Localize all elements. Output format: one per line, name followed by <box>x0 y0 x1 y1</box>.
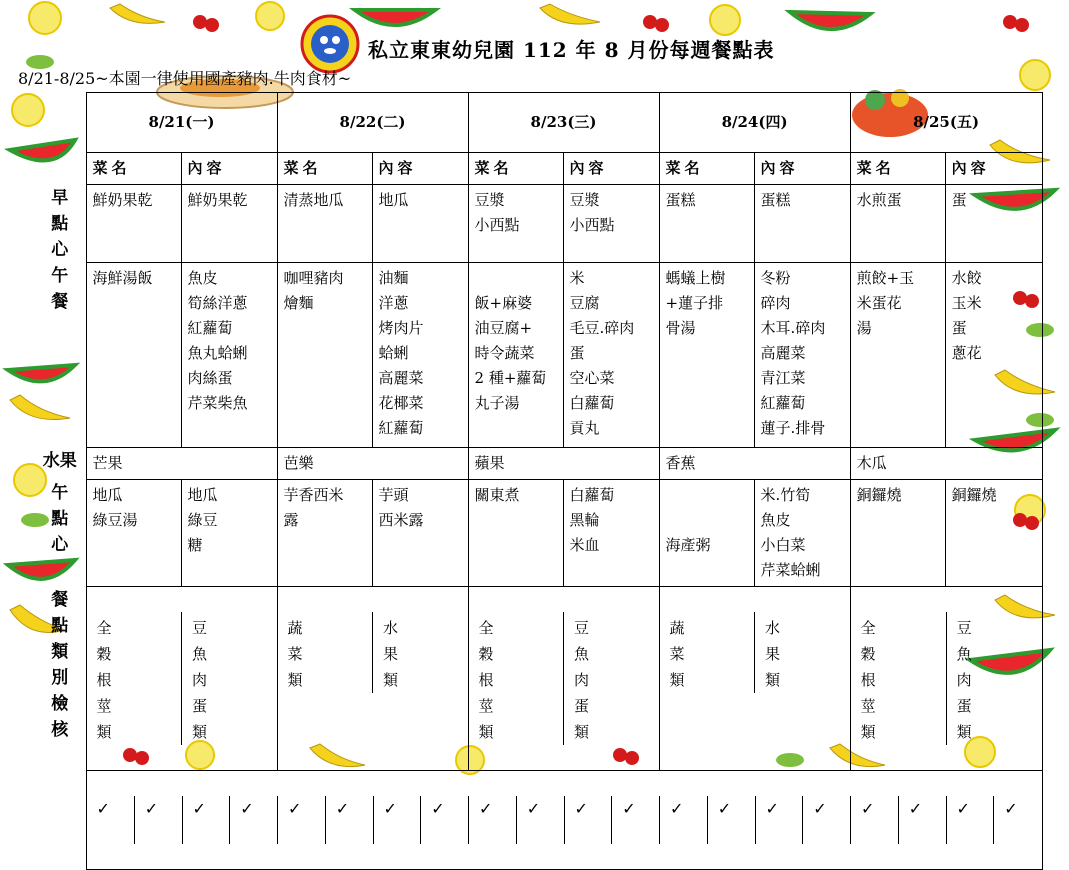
dish-column-header: 菜名 <box>277 153 372 185</box>
menu-cell: 水餃 玉米 蛋 蔥花 <box>945 263 1042 448</box>
fruit-cell: 芒果 <box>86 448 277 480</box>
content-column-header: 內容 <box>181 153 277 185</box>
lemon-slice-icon <box>29 2 61 34</box>
cherry-icon <box>643 15 669 32</box>
check-mark-row <box>34 771 1042 870</box>
menu-cell: 地瓜 綠豆湯 <box>86 480 181 587</box>
dish-column-header: 菜名 <box>86 153 181 185</box>
check-mark: ✓ <box>469 796 517 844</box>
check-mark: ✓ <box>373 796 421 844</box>
category-label: 水 果 類 <box>383 619 399 689</box>
content-column-header: 內容 <box>754 153 850 185</box>
lemon-slice-icon <box>710 5 740 35</box>
menu-cell: 銅鑼燒 <box>945 480 1042 587</box>
page-subtitle: 8/21-8/25~本園一律使用國產豬肉.牛肉食材~ <box>18 69 352 88</box>
day-header: 8/23(三) <box>468 93 659 153</box>
menu-cell: 油麵 洋蔥 烤肉片 蛤蜊 高麗菜 花椰菜 紅蘿蔔 <box>372 263 468 448</box>
menu-cell: 鮮奶果乾 <box>181 185 277 263</box>
fruit-cell: 蘋果 <box>468 448 659 480</box>
fruit-cell: 芭樂 <box>277 448 468 480</box>
check-mark: ✓ <box>182 796 230 844</box>
check-mark: ✓ <box>516 796 564 844</box>
banana-icon <box>540 4 600 24</box>
menu-cell: 咖哩豬肉 燴麵 <box>277 263 372 448</box>
dish-column-header: 菜名 <box>659 153 754 185</box>
menu-cell: 米 豆腐 毛豆.碎肉 蛋 空心菜 白蘿蔔 貢丸 <box>563 263 659 448</box>
lunch-row <box>34 263 1042 448</box>
lunch-row-label: 午 餐 <box>51 265 69 312</box>
menu-cell: 清蒸地瓜 <box>277 185 372 263</box>
fruit-cell: 香蕉 <box>659 448 850 480</box>
menu-cell: 螞蟻上樹 +蓮子排 骨湯 <box>659 263 754 448</box>
afternoon-snack-row <box>34 480 1042 587</box>
menu-cell: 米.竹筍 魚皮 小白菜 芹菜蛤蜊 <box>754 480 850 587</box>
category-check-row <box>34 587 1042 771</box>
watermelon-icon <box>355 10 435 25</box>
check-mark: ✓ <box>612 796 660 844</box>
check-mark: ✓ <box>946 796 994 844</box>
menu-cell: 水煎蛋 <box>850 185 945 263</box>
check-mark: ✓ <box>564 796 612 844</box>
breakfast-row <box>34 185 1042 263</box>
menu-cell: 海鮮湯飯 <box>86 263 181 448</box>
check-mark: ✓ <box>1004 799 1018 818</box>
menu-cell: 芋頭 西米露 <box>372 480 468 587</box>
menu-cell: 冬粉 碎肉 木耳.碎肉 高麗菜 青江菜 紅蘿蔔 蓮子.排骨 <box>754 263 850 448</box>
menu-cell: 煎餃+玉 米蛋花 湯 <box>850 263 945 448</box>
menu-cell: 海產粥 <box>659 480 754 587</box>
weekly-menu-table <box>34 92 1043 870</box>
breakfast-row-label: 早 點 心 <box>51 187 69 260</box>
day-header: 8/25(五) <box>850 93 1042 153</box>
day-header: 8/24(四) <box>659 93 850 153</box>
column-header-row <box>34 153 1042 185</box>
check-mark: ✓ <box>660 796 708 844</box>
check-mark: ✓ <box>325 796 373 844</box>
menu-cell: 地瓜 <box>372 185 468 263</box>
menu-cell: 鮮奶果乾 <box>86 185 181 263</box>
menu-cell: 豆漿 小西點 <box>563 185 659 263</box>
check-row-label: 餐 點 類 別 檢 核 <box>51 589 69 740</box>
fruit-row <box>34 448 1042 480</box>
check-mark: ✓ <box>707 796 755 844</box>
watermelon-icon <box>790 12 870 29</box>
category-label: 豆 魚 肉 蛋 類 <box>956 619 972 741</box>
menu-cell: 豆漿 小西點 <box>468 185 563 263</box>
menu-cell: 白蘿蔔 黑輪 米血 <box>563 480 659 587</box>
category-label: 全 穀 根 莖 類 <box>469 612 564 745</box>
check-mark: ✓ <box>421 796 469 844</box>
category-label: 豆 魚 肉 蛋 類 <box>574 619 590 741</box>
category-label: 全 穀 根 莖 類 <box>87 612 182 745</box>
category-label: 蔬 菜 類 <box>660 612 755 693</box>
page-title: 私立東東幼兒園 112 年 8 月份每週餐點表 <box>368 38 775 62</box>
menu-cell: 蛋 <box>945 185 1042 263</box>
check-mark: ✓ <box>134 796 182 844</box>
menu-cell: 關東煮 <box>468 480 563 587</box>
cherry-icon <box>193 15 219 32</box>
day-header: 8/22(二) <box>277 93 468 153</box>
fruit-cell: 木瓜 <box>850 448 1042 480</box>
afternoon-row-label: 午 點 心 <box>51 482 69 555</box>
menu-cell: 地瓜 綠豆 糖 <box>181 480 277 587</box>
fruit-row-label: 水果 <box>42 450 77 471</box>
category-label: 水 果 類 <box>765 619 781 689</box>
menu-cell: 魚皮 筍絲洋蔥 紅蘿蔔 魚丸蛤蜊 肉絲蛋 芹菜柴魚 <box>181 263 277 448</box>
check-mark: ✓ <box>851 796 899 844</box>
cherry-icon <box>1003 15 1029 32</box>
check-mark: ✓ <box>755 796 803 844</box>
content-column-header: 內容 <box>945 153 1042 185</box>
content-column-header: 內容 <box>372 153 468 185</box>
menu-cell: 芋香西米 露 <box>277 480 372 587</box>
check-mark: ✓ <box>898 796 946 844</box>
kindergarten-logo <box>300 14 360 74</box>
category-label: 全 穀 根 莖 類 <box>851 612 947 745</box>
menu-cell: 銅鑼燒 <box>850 480 945 587</box>
banana-icon <box>110 4 165 23</box>
dish-column-header: 菜名 <box>468 153 563 185</box>
check-mark: ✓ <box>803 796 851 844</box>
lemon-slice-icon <box>1020 60 1050 90</box>
check-mark: ✓ <box>87 796 135 844</box>
check-mark: ✓ <box>230 796 278 844</box>
lemon-slice-icon <box>256 2 284 30</box>
day-header: 8/21(一) <box>86 93 277 153</box>
category-label: 豆 魚 肉 蛋 類 <box>192 619 208 741</box>
dish-column-header: 菜名 <box>850 153 945 185</box>
day-header-row <box>34 93 1042 153</box>
category-label: 蔬 菜 類 <box>278 612 373 693</box>
menu-cell: 蛋糕 <box>754 185 850 263</box>
content-column-header: 內容 <box>563 153 659 185</box>
check-mark: ✓ <box>278 796 326 844</box>
menu-cell: 飯+麻婆 油豆腐+ 時令蔬菜 2 種+蘿蔔 丸子湯 <box>468 263 563 448</box>
menu-cell: 蛋糕 <box>659 185 754 263</box>
